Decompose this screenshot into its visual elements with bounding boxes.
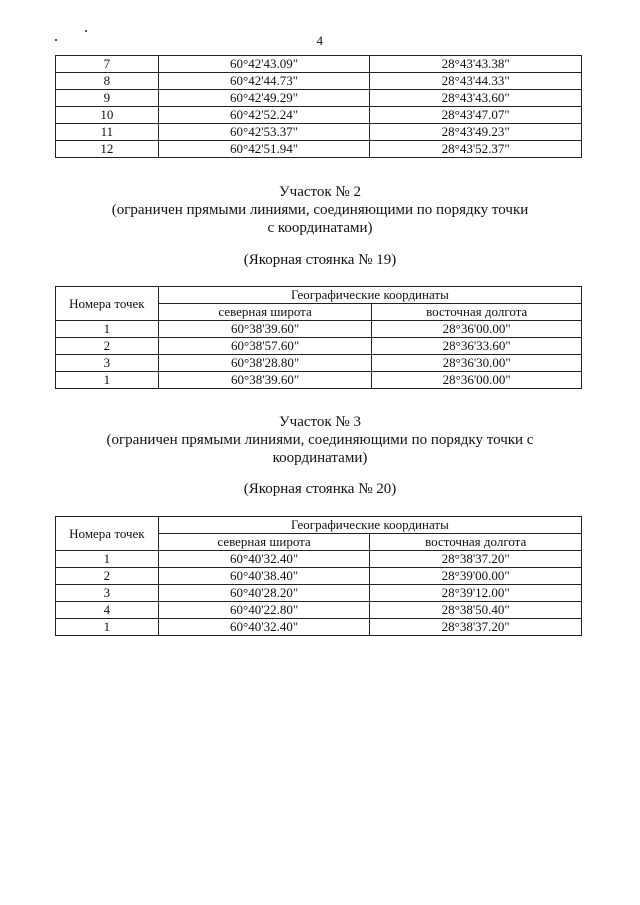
latitude-cell: 60°42'52.24" <box>158 107 370 124</box>
longitude-header: восточная долгота <box>370 534 582 551</box>
section-2-anchor: (Якорная стоянка № 19) <box>243 252 397 268</box>
geo-coordinates-header: Географические координаты <box>158 287 581 304</box>
table-row <box>56 107 582 124</box>
table-row <box>56 321 582 338</box>
longitude-cell: 28°43'43.38" <box>370 56 582 73</box>
table-row <box>56 141 582 158</box>
latitude-cell: 60°42'53.37" <box>158 124 370 141</box>
point-number: 2 <box>56 568 159 585</box>
longitude-cell: 28°36'00.00" <box>372 372 582 389</box>
point-number: 10 <box>56 107 159 124</box>
longitude-cell: 28°43'44.33" <box>370 73 582 90</box>
latitude-cell: 60°38'39.60" <box>158 372 372 389</box>
table-row <box>56 568 582 585</box>
table-row <box>56 602 582 619</box>
points-column-header: Номера точек <box>56 287 159 321</box>
table-row <box>56 56 582 73</box>
coordinates-table-1 <box>55 55 582 158</box>
latitude-cell: 60°40'28.20" <box>158 585 370 602</box>
longitude-cell: 28°39'00.00" <box>370 568 582 585</box>
point-number: 1 <box>56 321 159 338</box>
section-3-heading <box>60 413 580 467</box>
latitude-header: северная широта <box>158 304 372 321</box>
point-number: 3 <box>56 355 159 372</box>
point-number: 2 <box>56 338 159 355</box>
longitude-cell: 28°36'33.60" <box>372 338 582 355</box>
latitude-cell: 60°38'57.60" <box>158 338 372 355</box>
point-number: 11 <box>56 124 159 141</box>
table-row <box>56 619 582 636</box>
latitude-cell: 60°42'51.94" <box>158 141 370 158</box>
point-number: 1 <box>56 551 159 568</box>
longitude-cell: 28°43'52.37" <box>370 141 582 158</box>
longitude-cell: 28°39'12.00" <box>370 585 582 602</box>
section-3-desc-line2: координатами) <box>272 450 368 466</box>
table-row <box>56 551 582 568</box>
point-number: 3 <box>56 585 159 602</box>
longitude-cell: 28°38'37.20" <box>370 551 582 568</box>
point-number: 7 <box>56 56 159 73</box>
table-row <box>56 355 582 372</box>
table-row <box>56 90 582 107</box>
table-row <box>56 124 582 141</box>
point-number: 8 <box>56 73 159 90</box>
longitude-cell: 28°38'37.20" <box>370 619 582 636</box>
table-row <box>56 585 582 602</box>
latitude-cell: 60°40'32.40" <box>158 551 370 568</box>
points-column-header: Номера точек <box>56 517 159 551</box>
table-row <box>56 73 582 90</box>
point-number: 9 <box>56 90 159 107</box>
geo-coordinates-header: Географические координаты <box>158 517 581 534</box>
section-3-title: Участок № 3 <box>279 414 361 430</box>
latitude-header: северная широта <box>158 534 370 551</box>
latitude-cell: 60°40'22.80" <box>158 602 370 619</box>
point-number: 1 <box>56 619 159 636</box>
section-2-heading <box>60 183 580 237</box>
section-3-anchor: (Якорная стоянка № 20) <box>243 481 397 497</box>
section-3-desc-line1: (ограничен прямыми линиями, соединяющими по порядку точки с <box>106 432 534 448</box>
table-row <box>56 338 582 355</box>
latitude-cell: 60°42'49.29" <box>158 90 370 107</box>
latitude-cell: 60°42'44.73" <box>158 73 370 90</box>
longitude-header: восточная долгота <box>372 304 582 321</box>
section-2-desc-line1: (ограничен прямыми линиями, соединяющими по порядку точки <box>111 202 529 218</box>
section-2-desc-line2: с координатами) <box>267 220 373 236</box>
longitude-cell: 28°38'50.40" <box>370 602 582 619</box>
latitude-cell: 60°40'38.40" <box>158 568 370 585</box>
longitude-cell: 28°36'30.00" <box>372 355 582 372</box>
latitude-cell: 60°38'28.80" <box>158 355 372 372</box>
point-number: 4 <box>56 602 159 619</box>
longitude-cell: 28°43'47.07" <box>370 107 582 124</box>
coordinates-table-3 <box>55 516 582 636</box>
point-number: 12 <box>56 141 159 158</box>
page-number: 4 <box>316 33 324 48</box>
coordinates-table-2 <box>55 286 582 389</box>
latitude-cell: 60°42'43.09" <box>158 56 370 73</box>
longitude-cell: 28°36'00.00" <box>372 321 582 338</box>
point-number: 1 <box>56 372 159 389</box>
longitude-cell: 28°43'49.23" <box>370 124 582 141</box>
latitude-cell: 60°40'32.40" <box>158 619 370 636</box>
latitude-cell: 60°38'39.60" <box>158 321 372 338</box>
longitude-cell: 28°43'43.60" <box>370 90 582 107</box>
section-2-title: Участок № 2 <box>279 184 361 200</box>
table-row <box>56 372 582 389</box>
